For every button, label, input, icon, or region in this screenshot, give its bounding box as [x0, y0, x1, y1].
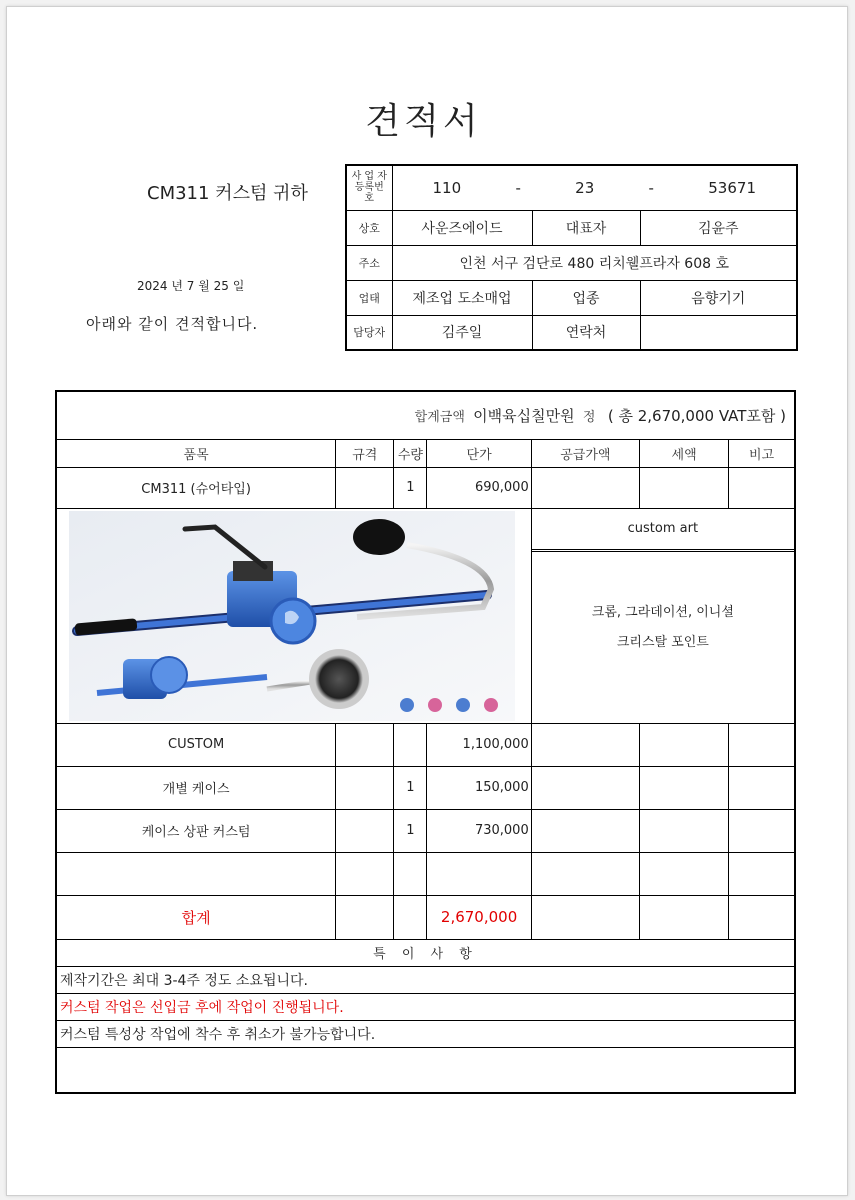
item-price: 690,000: [427, 467, 531, 508]
note-row: [56, 1020, 795, 1047]
item-spec: [336, 809, 394, 852]
reg-dash1: -: [515, 178, 521, 197]
sum-unit: 정: [582, 409, 596, 425]
note-3: 커스텀 특성상 작업에 착수 후 취소가 불가능합니다.: [56, 1020, 795, 1047]
total-label: 합계: [56, 895, 336, 939]
special-title-row: [56, 939, 795, 966]
recipient: CM311 커스텀 귀하: [147, 183, 308, 204]
table-row: [56, 852, 795, 895]
item-price: 730,000: [427, 809, 531, 852]
note-row: [56, 966, 795, 993]
sum-label: 합계금액: [414, 409, 465, 425]
note-row: [56, 993, 795, 1020]
special-notes-title: 특 이 사 항: [56, 939, 795, 966]
sum-numeric: ( 총 2,670,000 VAT포함 ): [607, 406, 786, 425]
col-spec: 규격: [336, 439, 394, 467]
supplier-row-company: [346, 210, 797, 245]
total-note: [729, 895, 795, 939]
intro-text: 아래와 같이 견적합니다.: [86, 315, 259, 333]
product-image-cell: [56, 508, 531, 723]
quote-table: [55, 390, 796, 1094]
item-supply: [531, 467, 639, 508]
reg-label: 사 업 자 등록번 호: [346, 165, 392, 210]
business-type: 제조업 도소매업: [392, 280, 532, 315]
reg-part3: 53671: [708, 178, 756, 197]
item-note: [729, 723, 795, 766]
item-tax: [640, 809, 729, 852]
table-row: [56, 467, 795, 508]
col-item: 품목: [56, 439, 336, 467]
item-qty: 1: [394, 467, 427, 508]
supplier-row-reg: [346, 165, 797, 210]
sum-row: [56, 391, 795, 439]
item-supply: [531, 809, 639, 852]
item-spec: [336, 852, 394, 895]
item-qty: 1: [394, 809, 427, 852]
contact-value: [640, 315, 797, 350]
company-name: 사운즈에이드: [392, 210, 532, 245]
total-value: 2,670,000: [427, 895, 531, 939]
ceo-label: 대표자: [532, 210, 640, 245]
item-tax: [640, 467, 729, 508]
item-spec: [336, 723, 394, 766]
manager-name: 김주일: [392, 315, 532, 350]
business-item: 음향기기: [640, 280, 797, 315]
note-row-empty: [56, 1047, 795, 1093]
custom-art-row: [56, 508, 795, 723]
custom-art-cell: [531, 508, 795, 723]
column-header-row: [56, 439, 795, 467]
company-label: 상호: [346, 210, 392, 245]
item-price: [427, 852, 531, 895]
product-image: [57, 509, 530, 723]
custom-art-line1: 크롬, 그라데이션, 이니셜: [591, 604, 734, 620]
sum-cell: [56, 391, 795, 439]
table-row: [56, 766, 795, 809]
total-qty: [394, 895, 427, 939]
item-qty: 1: [394, 766, 427, 809]
item-price: 1,100,000: [427, 723, 531, 766]
total-tax: [640, 895, 729, 939]
business-type-label: 업태: [346, 280, 392, 315]
table-row: [56, 809, 795, 852]
address: 인천 서구 검단로 480 리치웰프라자 608 호: [392, 245, 797, 280]
item-price: 150,000: [427, 766, 531, 809]
item-tax: [640, 766, 729, 809]
supplier-row-manager: [346, 315, 797, 350]
item-name: 개별 케이스: [56, 766, 336, 809]
total-supply: [531, 895, 639, 939]
reg-part1: 110: [432, 178, 462, 197]
total-row: [56, 895, 795, 939]
quote-date: 2024 년 7 월 25 일: [137, 279, 245, 293]
item-note: [729, 852, 795, 895]
col-supply: 공급가액: [531, 439, 639, 467]
total-spec: [336, 895, 394, 939]
business-item-label: 업종: [532, 280, 640, 315]
col-unit-price: 단가: [427, 439, 531, 467]
col-tax: 세액: [640, 439, 729, 467]
item-qty: [394, 723, 427, 766]
item-spec: [336, 467, 394, 508]
manager-label: 담당자: [346, 315, 392, 350]
item-supply: [531, 766, 639, 809]
item-note: [729, 467, 795, 508]
item-tax: [640, 723, 729, 766]
note-2: 커스텀 작업은 선입금 후에 작업이 진행됩니다.: [56, 993, 795, 1020]
note-1: 제작기간은 최대 3-4주 정도 소요됩니다.: [56, 966, 795, 993]
address-label: 주소: [346, 245, 392, 280]
item-spec: [336, 766, 394, 809]
document-title: 견적서: [365, 101, 482, 142]
table-row: [56, 723, 795, 766]
note-empty: [56, 1047, 795, 1093]
col-note: 비고: [729, 439, 795, 467]
custom-art-title: custom art: [532, 509, 794, 552]
supplier-row-business: [346, 280, 797, 315]
item-name: CUSTOM: [56, 723, 336, 766]
reg-part2: 23: [575, 178, 595, 197]
item-supply: [531, 852, 639, 895]
supplier-table: [345, 164, 798, 351]
item-name: 케이스 상판 커스텀: [56, 809, 336, 852]
item-name: CM311 (슈어타입): [56, 467, 336, 508]
quote-page: [6, 6, 848, 1196]
supplier-row-address: [346, 245, 797, 280]
item-qty: [394, 852, 427, 895]
reg-dash2: -: [648, 178, 654, 197]
item-note: [729, 809, 795, 852]
col-qty: 수량: [394, 439, 427, 467]
contact-label: 연락처: [532, 315, 640, 350]
reg-number: [392, 165, 797, 210]
ceo-name: 김윤주: [640, 210, 797, 245]
item-supply: [531, 723, 639, 766]
item-tax: [640, 852, 729, 895]
item-name: [56, 852, 336, 895]
item-note: [729, 766, 795, 809]
custom-art-line2: 크리스탈 포인트: [616, 634, 709, 650]
sum-words: 이백육십칠만원: [473, 406, 575, 425]
